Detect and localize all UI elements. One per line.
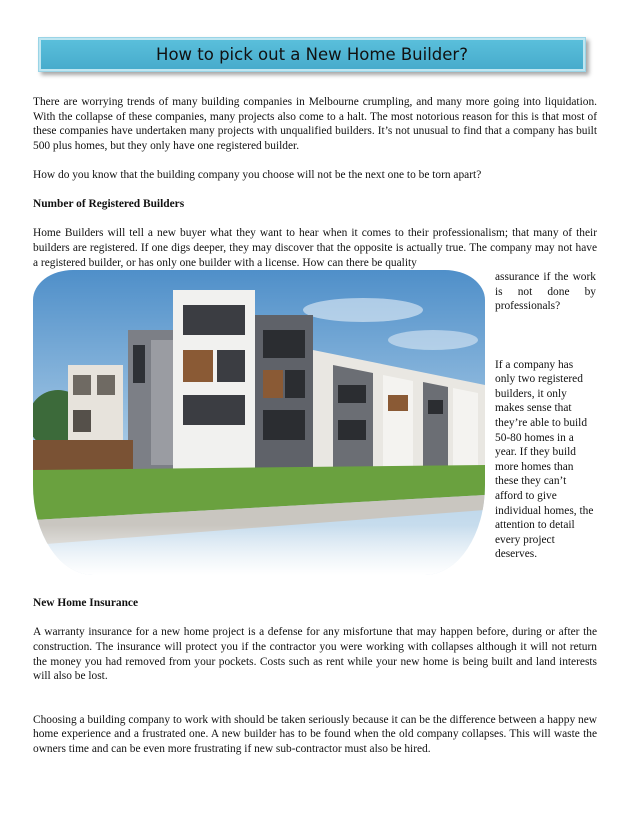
page-title: How to pick out a New Home Builder? <box>156 45 468 64</box>
title-banner <box>38 37 586 72</box>
intro-paragraph: There are worrying trends of many building companies in Melbourne crumpling, and many more going into liquidation. With the collapse of these companies, many projects also come to a halt. The most notorious reason for this is that most of these companies have undertaken many projects with unqualified builders. It’s not unusual to find that a company has built 500 plus homes, but they only have one registered builder. <box>33 96 597 152</box>
sidebar-paragraph-2: If a company has only two registered builders, it only makes sense that they’re able to build 50-80 homes in a year. If they build more homes than these they can’t afford to give individual homes, the attention to detail every project deserves. <box>495 358 594 561</box>
sidebar-text <box>495 270 596 576</box>
question-paragraph: How do you know that the building company you choose will not be the next one to be torn apart? <box>33 168 482 181</box>
sidebar-paragraph-1: assurance if the work is not done by professionals? <box>495 271 596 313</box>
townhouse-photo <box>33 270 485 575</box>
insurance-paragraph: A warranty insurance for a new home project is a defense for any misfortune that may happen before, during or after the construction. The insurance will protect you if the contractor you were working with collapses although it will not return the money you had removed from your pockets. Costs such as rent while your new home is being built and land interests will also be lost. <box>33 626 597 683</box>
image-with-sidebar <box>33 270 597 588</box>
registered-builders-paragraph: Home Builders will tell a new buyer what they want to hear when it comes to their professionalism; that many of their builders are registered. If one digs deeper, they may discover that the opposite is actually true. The company may not have a registered builder, or has only one builder with a license. How can there be quality <box>33 227 597 269</box>
section-heading-insurance: New Home Insurance <box>33 597 139 610</box>
article-body <box>33 95 597 771</box>
section-heading-registered-builders: Number of Registered Builders <box>33 198 185 211</box>
closing-paragraph: Choosing a building company to work with should be taken seriously because it can be the difference between a happy new home experience and a frustrated one. A new builder has to be found when the old company collapses. This will waste the owners time and can be even more frustrating if new sub-contractor must also be hired. <box>33 713 597 756</box>
